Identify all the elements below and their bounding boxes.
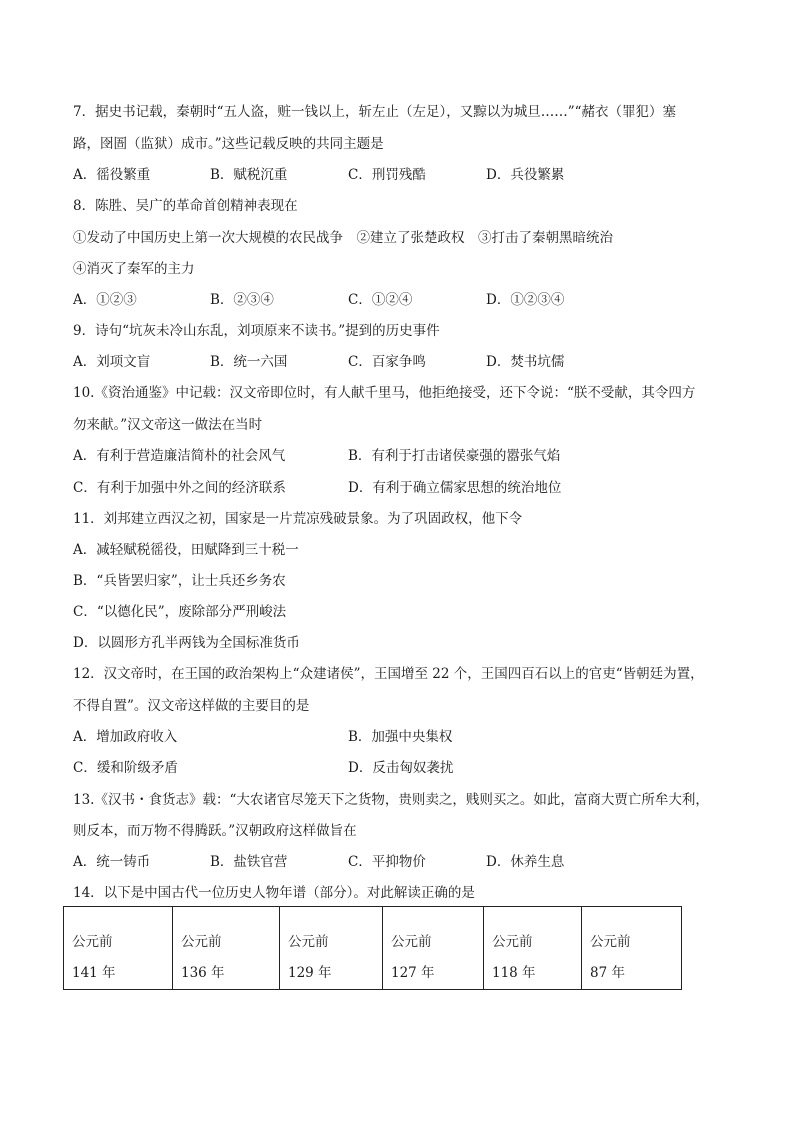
q13-option-c: C．平抑物价 (348, 854, 426, 870)
q9-option-c: C．百家争鸣 (348, 354, 426, 370)
cell-era: 公元前 (492, 934, 533, 950)
q7-stem-line2: 路，囹圄（监狱）成市。”这些记载反映的共同主题是 (73, 136, 384, 152)
table-cell (173, 907, 280, 990)
table-cell (582, 907, 682, 990)
q9-option-a: A．刘项文盲 (73, 354, 151, 370)
q10-option-b: B．有利于打击诸侯豪强的嚣张气焰 (348, 448, 561, 464)
q12-option-a: A．增加政府收入 (73, 729, 178, 745)
q11-option-d: D．以圆形方孔半两钱为全国标准货币 (73, 635, 300, 651)
q13-option-b: B．盐铁官营 (210, 854, 288, 870)
cell-year: 87 年 (590, 965, 625, 981)
q7-option-c: C．刑罚残酷 (348, 167, 426, 183)
q10-option-a: A．有利于营造廉洁简朴的社会风气 (73, 448, 286, 464)
cell-era: 公元前 (391, 934, 432, 950)
cell-era: 公元前 (288, 934, 329, 950)
q9-option-d: D．焚书坑儒 (486, 354, 565, 370)
q11-option-c: C．“以德化民”，废除部分严刑峻法 (73, 604, 287, 620)
q11-stem: 11．刘邦建立西汉之初，国家是一片荒凉残破景象。为了巩固政权，他下令 (73, 511, 523, 527)
q8-stem: 8．陈胜、吴广的革命首创精神表现在 (73, 198, 298, 214)
table-row (64, 907, 682, 990)
q8-option-c: C．①②④ (348, 292, 413, 308)
q12-option-c: C．缓和阶级矛盾 (73, 760, 178, 776)
cell-era: 公元前 (72, 934, 113, 950)
q10-option-c: C．有利于加强中外之间的经济联系 (73, 480, 286, 496)
cell-era: 公元前 (590, 934, 631, 950)
q12-option-b: B．加强中央集权 (348, 729, 453, 745)
q8-option-d: D．①②③④ (486, 292, 565, 308)
q7-stem-line1: 7．据史书记载，秦朝时“五人盗，赃一钱以上，斩左止（左足），又黥以为城旦……”“赭衣（罪犯）塞 (73, 104, 677, 120)
q14-stem: 14．以下是中国古代一位历史人物年谱（部分）。对此解读正确的是 (73, 885, 475, 901)
q13-stem-line2: 则反本，而万物不得腾跃。”汉朝政府这样做旨在 (73, 823, 357, 839)
table-cell (280, 907, 383, 990)
cell-year: 136 年 (181, 965, 225, 981)
table-cell (484, 907, 582, 990)
q12-option-d: D．反击匈奴袭扰 (348, 760, 454, 776)
cell-year: 141 年 (72, 965, 116, 981)
q11-option-b: B．“兵皆罢归家”，让士兵还乡务农 (73, 573, 286, 589)
q13-stem-line1: 13.《汉书・食货志》载：“大农诸官尽笼天下之货物，贵则卖之，贱则买之。如此，富商大贾亡所牟大利， (73, 792, 709, 808)
table-cell (383, 907, 484, 990)
q13-option-a: A．统一铸币 (73, 854, 151, 870)
q12-stem-line1: 12．汉文帝时，在王国的政治架构上“众建诸侯”，王国增至 22 个，王国四百石以上的官吏“皆朝廷为置， (73, 666, 704, 682)
q8-items-line1: ①发动了中国历史上第一次大规模的农民战争 ②建立了张楚政权 ③打击了秦朝黑暗统治 (73, 230, 613, 246)
cell-year: 118 年 (492, 965, 536, 981)
chronology-table (63, 906, 682, 990)
q9-option-b: B．统一六国 (210, 354, 288, 370)
cell-era: 公元前 (181, 934, 222, 950)
q8-items-line2: ④消灭了秦军的主力 (73, 261, 195, 277)
cell-year: 127 年 (391, 965, 435, 981)
table-cell (64, 907, 173, 990)
q7-option-a: A．徭役繁重 (73, 167, 151, 183)
q13-option-d: D．休养生息 (486, 854, 565, 870)
q10-option-d: D．有利于确立儒家思想的统治地位 (348, 480, 562, 496)
q10-stem-line1: 10.《资治通鉴》中记载：汉文帝即位时，有人献千里马，他拒绝接受，还下令说：“朕不受献，其令四方 (73, 385, 696, 401)
q8-option-b: B．②③④ (210, 292, 274, 308)
q7-option-d: D．兵役繁累 (486, 167, 565, 183)
cell-year: 129 年 (288, 965, 332, 981)
q11-option-a: A．减轻赋税徭役，田赋降到三十税一 (73, 542, 299, 558)
q8-option-a: A．①②③ (73, 292, 137, 308)
q12-stem-line2: 不得自置”。汉文帝这样做的主要目的是 (73, 698, 310, 714)
q10-stem-line2: 勿来献。”汉文帝这一做法在当时 (73, 417, 263, 433)
q7-option-b: B．赋税沉重 (210, 167, 288, 183)
q9-stem: 9．诗句“坑灰未冷山东乱，刘项原来不读书。”提到的历史事件 (73, 323, 440, 339)
